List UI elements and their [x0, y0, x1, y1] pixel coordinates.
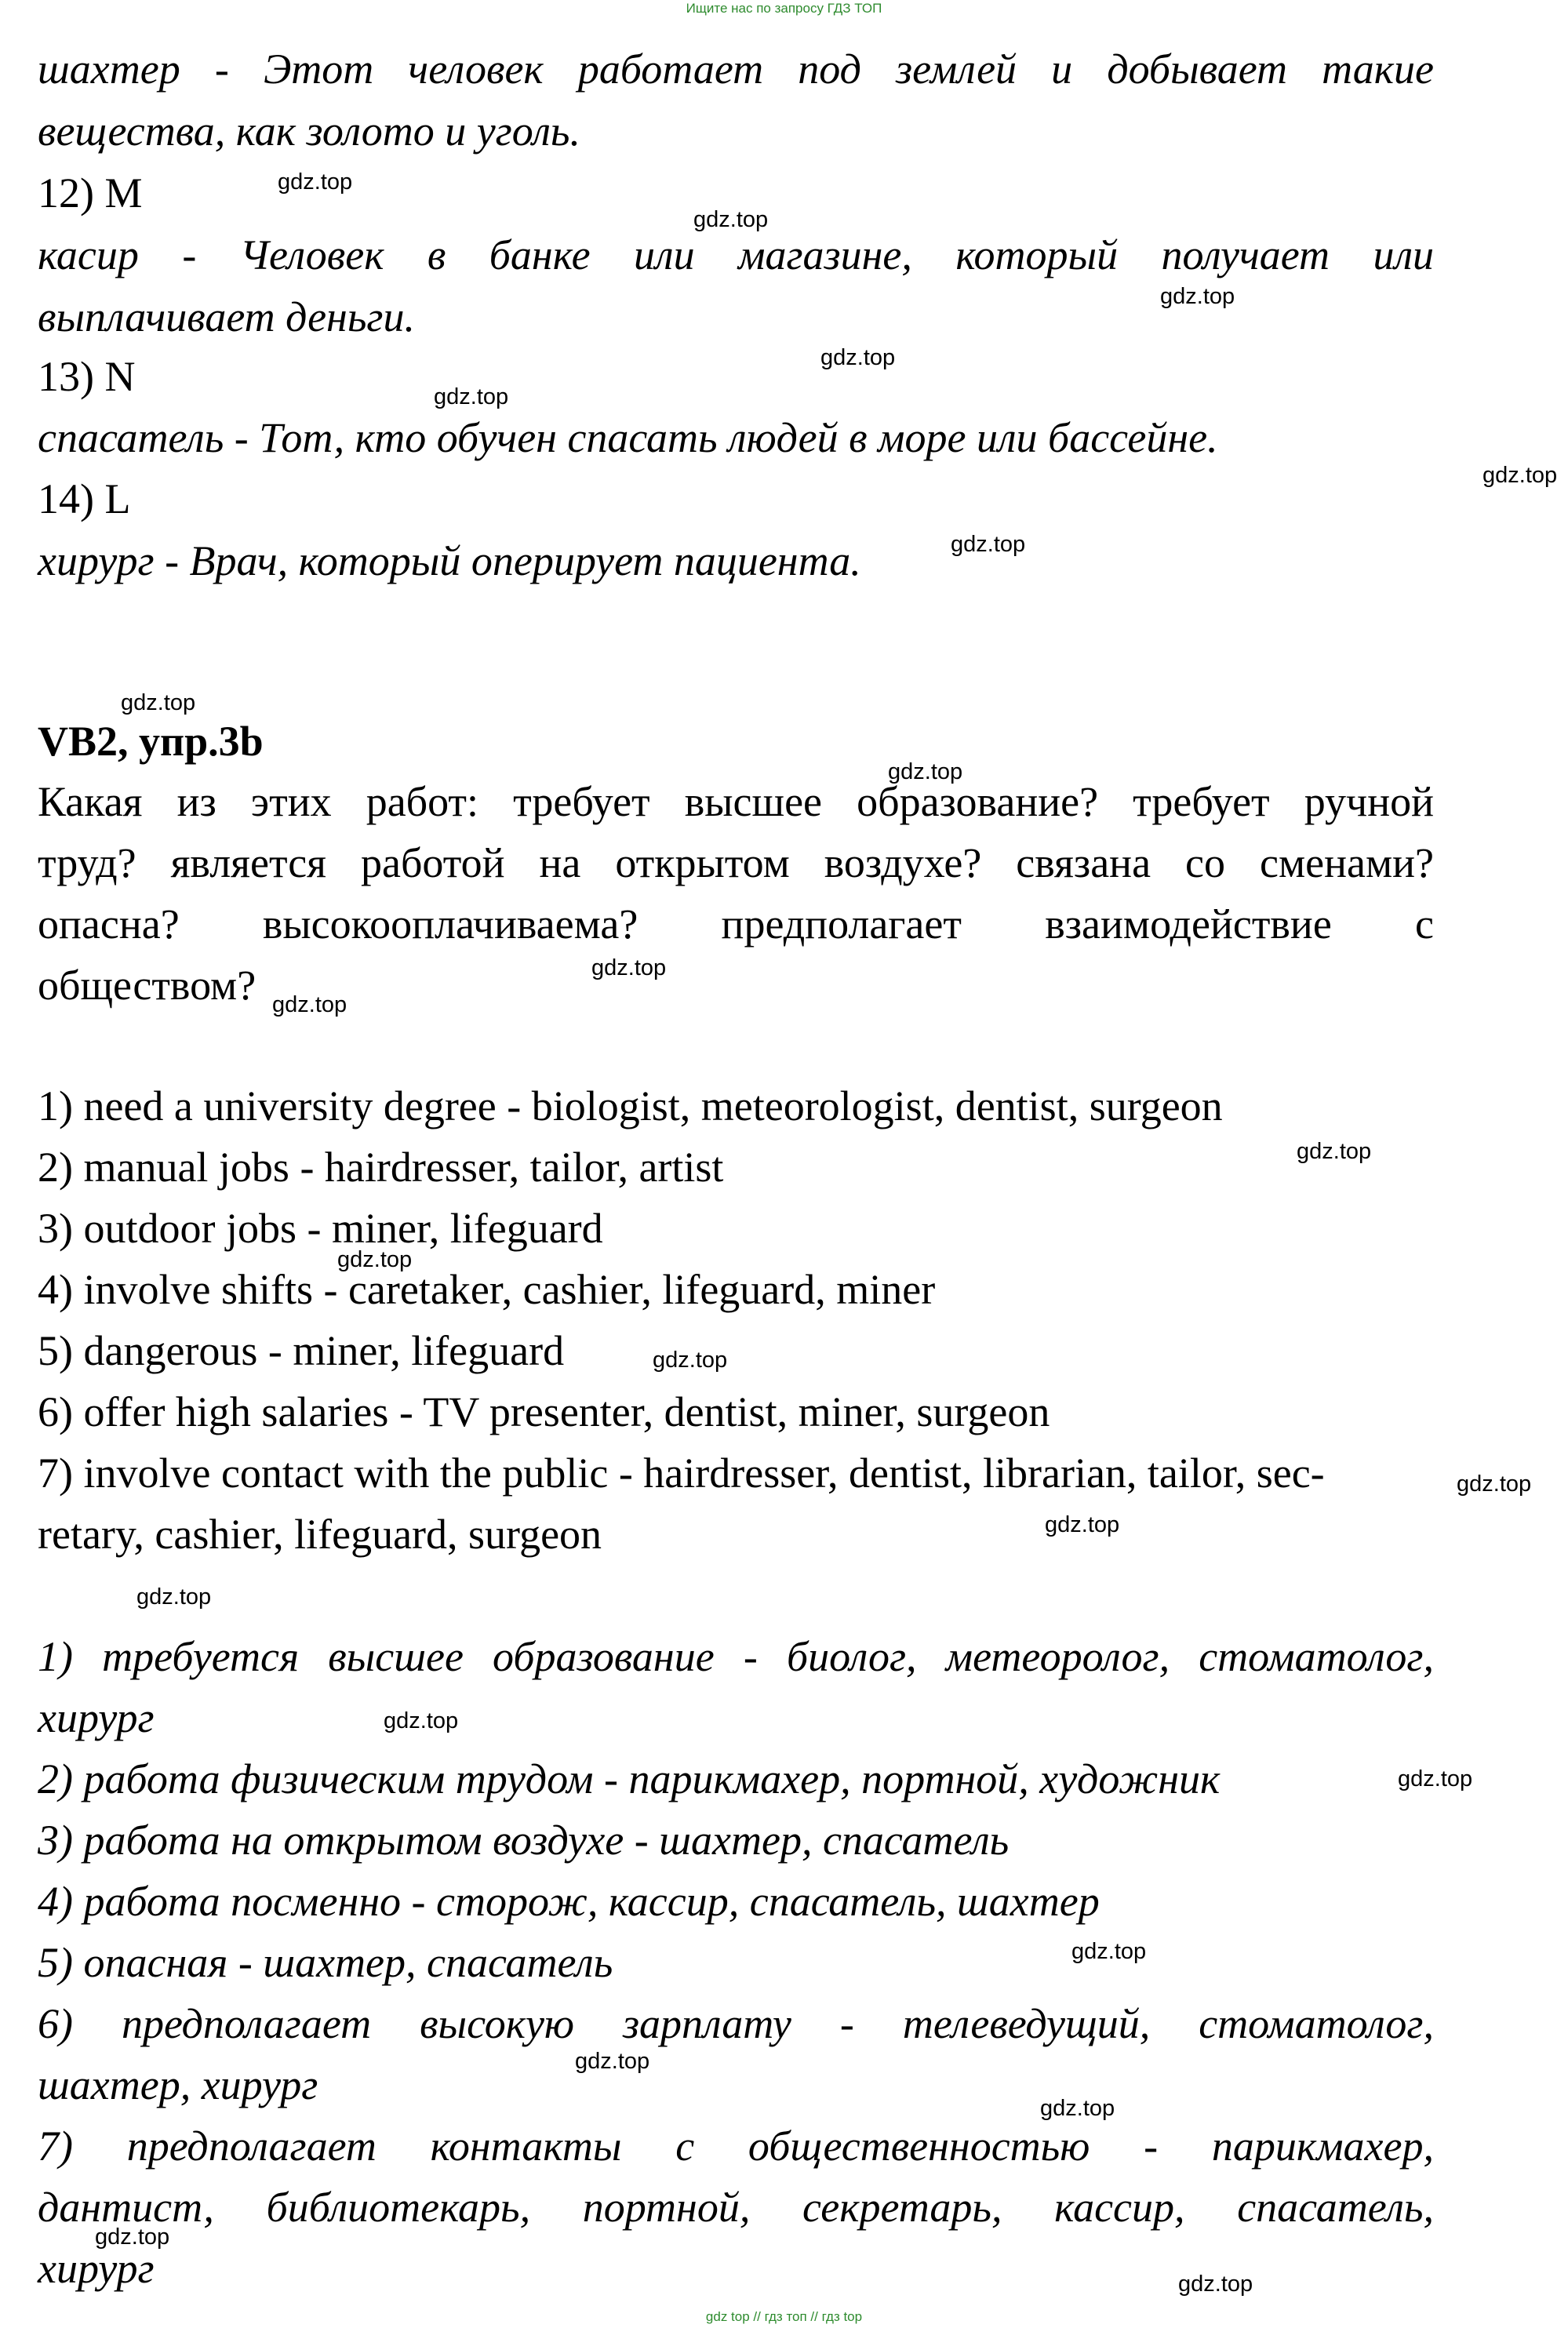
- watermark: gdz.top: [434, 384, 509, 409]
- answer-line-ru: 3) работа на открытом воздухе - шахтер, спасатель: [38, 1817, 1010, 1864]
- question-line: опасна? высокооплачиваема? предполагает взаимодействие с: [38, 900, 1434, 948]
- watermark: gdz.top: [1071, 1939, 1147, 1964]
- watermark: gdz.top: [1398, 1766, 1473, 1791]
- answer-line-ru: 7) предполагает контакты с общественностью - парикмахер,: [38, 2122, 1434, 2170]
- watermark: gdz.top: [653, 1348, 728, 1373]
- watermark: gdz.top: [1178, 2272, 1253, 2297]
- watermark: gdz.top: [1297, 1139, 1372, 1164]
- exercise-heading: VB2, упр.3b: [38, 718, 264, 765]
- answer-line-en: 1) need a university degree - biologist, meteorologist, dentist, surgeon: [38, 1082, 1223, 1129]
- watermark: gdz.top: [278, 169, 353, 195]
- watermark: gdz.top: [1483, 463, 1558, 488]
- answer-line-en: 5) dangerous - miner, lifeguard: [38, 1327, 565, 1374]
- watermark: gdz.top: [384, 1708, 459, 1733]
- watermark: gdz.top: [820, 345, 896, 370]
- answer-line-ru: хирург: [38, 2245, 155, 2292]
- answer-line-en: 3) outdoor jobs - miner, lifeguard: [38, 1205, 603, 1252]
- watermark: gdz.top: [693, 207, 769, 232]
- answer-line-ru: 6) предполагает высокую зарплату - телеведущий, стоматолог,: [38, 2000, 1434, 2047]
- answer-line-ru: шахтер, хирург: [38, 2061, 318, 2108]
- watermark: gdz.top: [1040, 2096, 1115, 2121]
- watermark: gdz.top: [1160, 284, 1235, 309]
- watermark: gdz.top: [136, 1584, 212, 1610]
- watermark: gdz.top: [121, 690, 196, 715]
- watermark: gdz.top: [575, 2049, 650, 2074]
- answer-line-en: 4) involve shifts - caretaker, cashier, lifeguard, miner: [38, 1266, 936, 1313]
- watermark: gdz.top: [337, 1247, 413, 1272]
- definition-line: спасатель - Тот, кто обучен спасать людей в море или бассейне.: [38, 414, 1218, 461]
- answer-line-ru: 1) требуется высшее образование - биолог, метеоролог, стоматолог,: [38, 1633, 1434, 1680]
- question-line: обществом?: [38, 962, 256, 1009]
- watermark: gdz.top: [951, 532, 1026, 557]
- watermark: gdz.top: [591, 955, 667, 980]
- item-number: 13) N: [38, 353, 136, 400]
- definition-line: касир - Человек в банке или магазине, который получает или: [38, 231, 1434, 278]
- answer-line-ru: 5) опасная - шахтер, спасатель: [38, 1939, 613, 1986]
- answer-line-en: 7) involve contact with the public - hairdresser, dentist, librarian, tailor, sec-: [38, 1450, 1325, 1497]
- definition-line: выплачивает деньги.: [38, 293, 415, 340]
- watermark: gdz.top: [1457, 1471, 1532, 1497]
- answer-line-en: 2) manual jobs - hairdresser, tailor, artist: [38, 1144, 724, 1191]
- answer-line-ru: хирург: [38, 1694, 155, 1741]
- watermark: gdz.top: [272, 992, 347, 1017]
- answer-line-en: 6) offer high salaries - TV presenter, dentist, miner, surgeon: [38, 1388, 1050, 1435]
- answer-line-ru: 4) работа посменно - сторож, кассир, спасатель, шахтер: [38, 1878, 1100, 1925]
- definition-line: шахтер - Этот человек работает под землей и добывает такие: [38, 45, 1434, 93]
- bottom-banner: gdz top // гдз топ // гдз top: [705, 2309, 863, 2324]
- definition-line: вещества, как золото и уголь.: [38, 107, 581, 155]
- top-banner: Ищите нас по запросу ГДЗ ТОП: [686, 1, 882, 16]
- watermark: gdz.top: [1045, 1512, 1120, 1537]
- question-line: Какая из этих работ: требует высшее образование? требует ручной: [38, 778, 1434, 825]
- watermark: gdz.top: [95, 2224, 170, 2250]
- watermark: gdz.top: [888, 759, 963, 784]
- answer-line-en: retary, cashier, lifeguard, surgeon: [38, 1511, 602, 1558]
- item-number: 14) L: [38, 475, 131, 522]
- item-number: 12) M: [38, 169, 143, 216]
- answer-line-ru: дантист, библиотекарь, портной, секретарь, кассир, спасатель,: [38, 2184, 1434, 2231]
- answer-line-ru: 2) работа физическим трудом - парикмахер, портной, художник: [38, 1755, 1221, 1802]
- definition-line: хирург - Врач, который оперирует пациента.: [38, 537, 861, 584]
- question-line: труд? является работой на открытом воздухе? связана со сменами?: [38, 839, 1434, 886]
